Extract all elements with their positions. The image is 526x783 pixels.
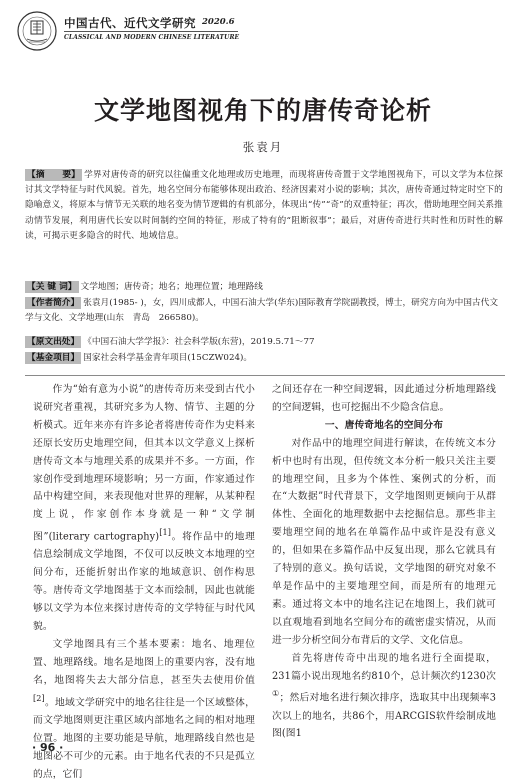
paragraph-text: 。将作品中的地理信息绘制成文学地图，不仅可以反映文本地理的空间分布，还能折射出作家的地域意识、创作构思等。唐传奇文学地图基于文本而绘制，因此也就能够以文学为本位来探讨唐传奇的文学特征与时代风貌。	[33, 531, 255, 633]
footnote-ref: ①	[272, 688, 280, 699]
keywords-text: 文学地图；唐传奇；地名；地理位置；地理路线	[80, 282, 263, 292]
paragraph-text: 作为“始有意为小说”的唐传奇历来受到古代小说研究者重视，其研究多为人物、情节、主题的分析模式。近年来亦有许多论者将唐传奇作为史料来还原长安历史地理空间，但其本以文学意义上探析唐传奇文本与地理关系的成果并不多。一方面，作家创作受到地理环境影响；另一方面，作家通过作品中构建空间，来表现他对世界的理解，从某种程度上说，作家创作本身就是一种“文学制图”(literary cartography)	[33, 384, 255, 543]
source-label: 【原文出处】	[27, 337, 80, 347]
keywords-label: 【关 键 词】	[27, 282, 77, 292]
page-number: · 96 ·	[32, 741, 64, 754]
body-paragraph	[33, 636, 255, 783]
keywords-block	[25, 280, 503, 295]
abstract-text: 学界对唐传奇的研究以往偏重文化地理或历史地理，而现将唐传奇置于文学地图视角下，可以文学为本位探讨其文学特征与时代风貌。首先，地名空间分布能够体现出政治、经济因素对小说的影响；其次，唐传奇通过特定时空下的隐喻意义，将原本与情节无关联的地名变为情节逻辑的有机部分，体现出“传”“奇”的双重特征；再次，借助地理空间关系推动情节发展，利用唐代长安以时间制约空间的特征，形成了特有的“阻断叙事”；最后，对唐传奇进行共时性和历时性的解读，可揭示更多隐含的时代、地域信息。	[25, 170, 503, 241]
paragraph-text: ；然后对地名进行频次排序，选取其中出现频率3次以上的地名，共86个，用ARCGIS软件绘制成地图(图1	[272, 692, 496, 740]
body-paragraph: 对作品中的地理空间进行解读，在传统文本分析中也时有出现，但传统文本分析一般只关注主要的地理空间，且多为个体性、案例式的分析，而在“大数据”时代背景下，文学地图则更倾向于从群体性、全面化的地理数据中去挖掘信息。那些非主要地理空间的地名在单篇作品中或许是没有意义的，但如果在多篇作品中反复出现，那么它就具有了特别的意义。换句话说，文学地图的研究对象不单是作品中的主要地理空间，而是所有的地理元素。通过将文本中的地名注记在地图上，我们就可以直观地看到地名空间分布的疏密虚实情况，从而进一步分析空间分布背后的文学、文化信息。	[272, 437, 496, 646]
paragraph-text: 。地域文学研究中的地名往往是一个区域整体，而文学地图则更注重区域内部地名之间的相对地理位置。地图的主要功能是导航，地理路线自然也是地图必不可少的元素。由于地名代表的不只是孤立的点，它们	[33, 696, 255, 780]
body-paragraph: 之间还存在一种空间逻辑，因此通过分析地理路线的空间逻辑，也可挖掘出不少隐含信息。	[272, 384, 496, 413]
fund-label: 【基金项目】	[27, 353, 80, 363]
source-block	[25, 335, 503, 350]
journal-title-en: CLASSICAL AND MODERN CHINESE LITERATURE	[64, 34, 240, 41]
section-divider	[25, 375, 505, 376]
author-info-label: 【作者简介】	[27, 298, 80, 308]
paragraph-text: 首先将唐传奇中出现的地名进行全面提取，231篇小说出现地名约810个，总计频次约1230次	[272, 652, 496, 682]
fund-block	[25, 351, 503, 366]
fund-text: 国家社会科学基金青年项目(15CZW024)。	[83, 353, 253, 363]
paragraph-text: 文学地图具有三个基本要素：地名、地理位置、地理路线。地名是地图上的重要内容，没有地名，地图将失去大部分信息，甚至失去使用价值	[33, 638, 255, 686]
header-divider	[64, 31, 238, 32]
footnote-ref: [1]	[159, 527, 171, 538]
article-title: 文学地图视角下的唐传奇论析	[93, 96, 432, 125]
abstract-block	[25, 168, 503, 244]
author-info-text: 张袁月(1985- )，女，四川成都人，中国石油大学(华东)国际教育学院副教授，博士，研究方向为中国古代文学与文化、文学地理(山东 青岛 266580)。	[25, 298, 499, 324]
journal-header	[14, 10, 514, 56]
body-column-left	[33, 381, 255, 783]
footnote-ref: [2]	[33, 692, 45, 703]
journal-seal-icon	[16, 10, 58, 52]
issue-year: 2020.6	[202, 17, 235, 27]
section-heading: 一、唐传奇地名的空间分布	[324, 419, 444, 431]
abstract-label: 【摘 要】	[27, 170, 81, 180]
journal-title-cn: 中国古代、近代文学研究	[64, 16, 196, 30]
body-paragraph	[272, 650, 496, 744]
author-info-block	[25, 296, 503, 326]
source-text: 《中国石油大学学报》：社会科学版(东营)，2019.5.71～77	[83, 337, 315, 347]
article-author: 张袁月	[242, 140, 284, 154]
body-column-right	[272, 381, 496, 743]
body-paragraph	[33, 381, 255, 636]
